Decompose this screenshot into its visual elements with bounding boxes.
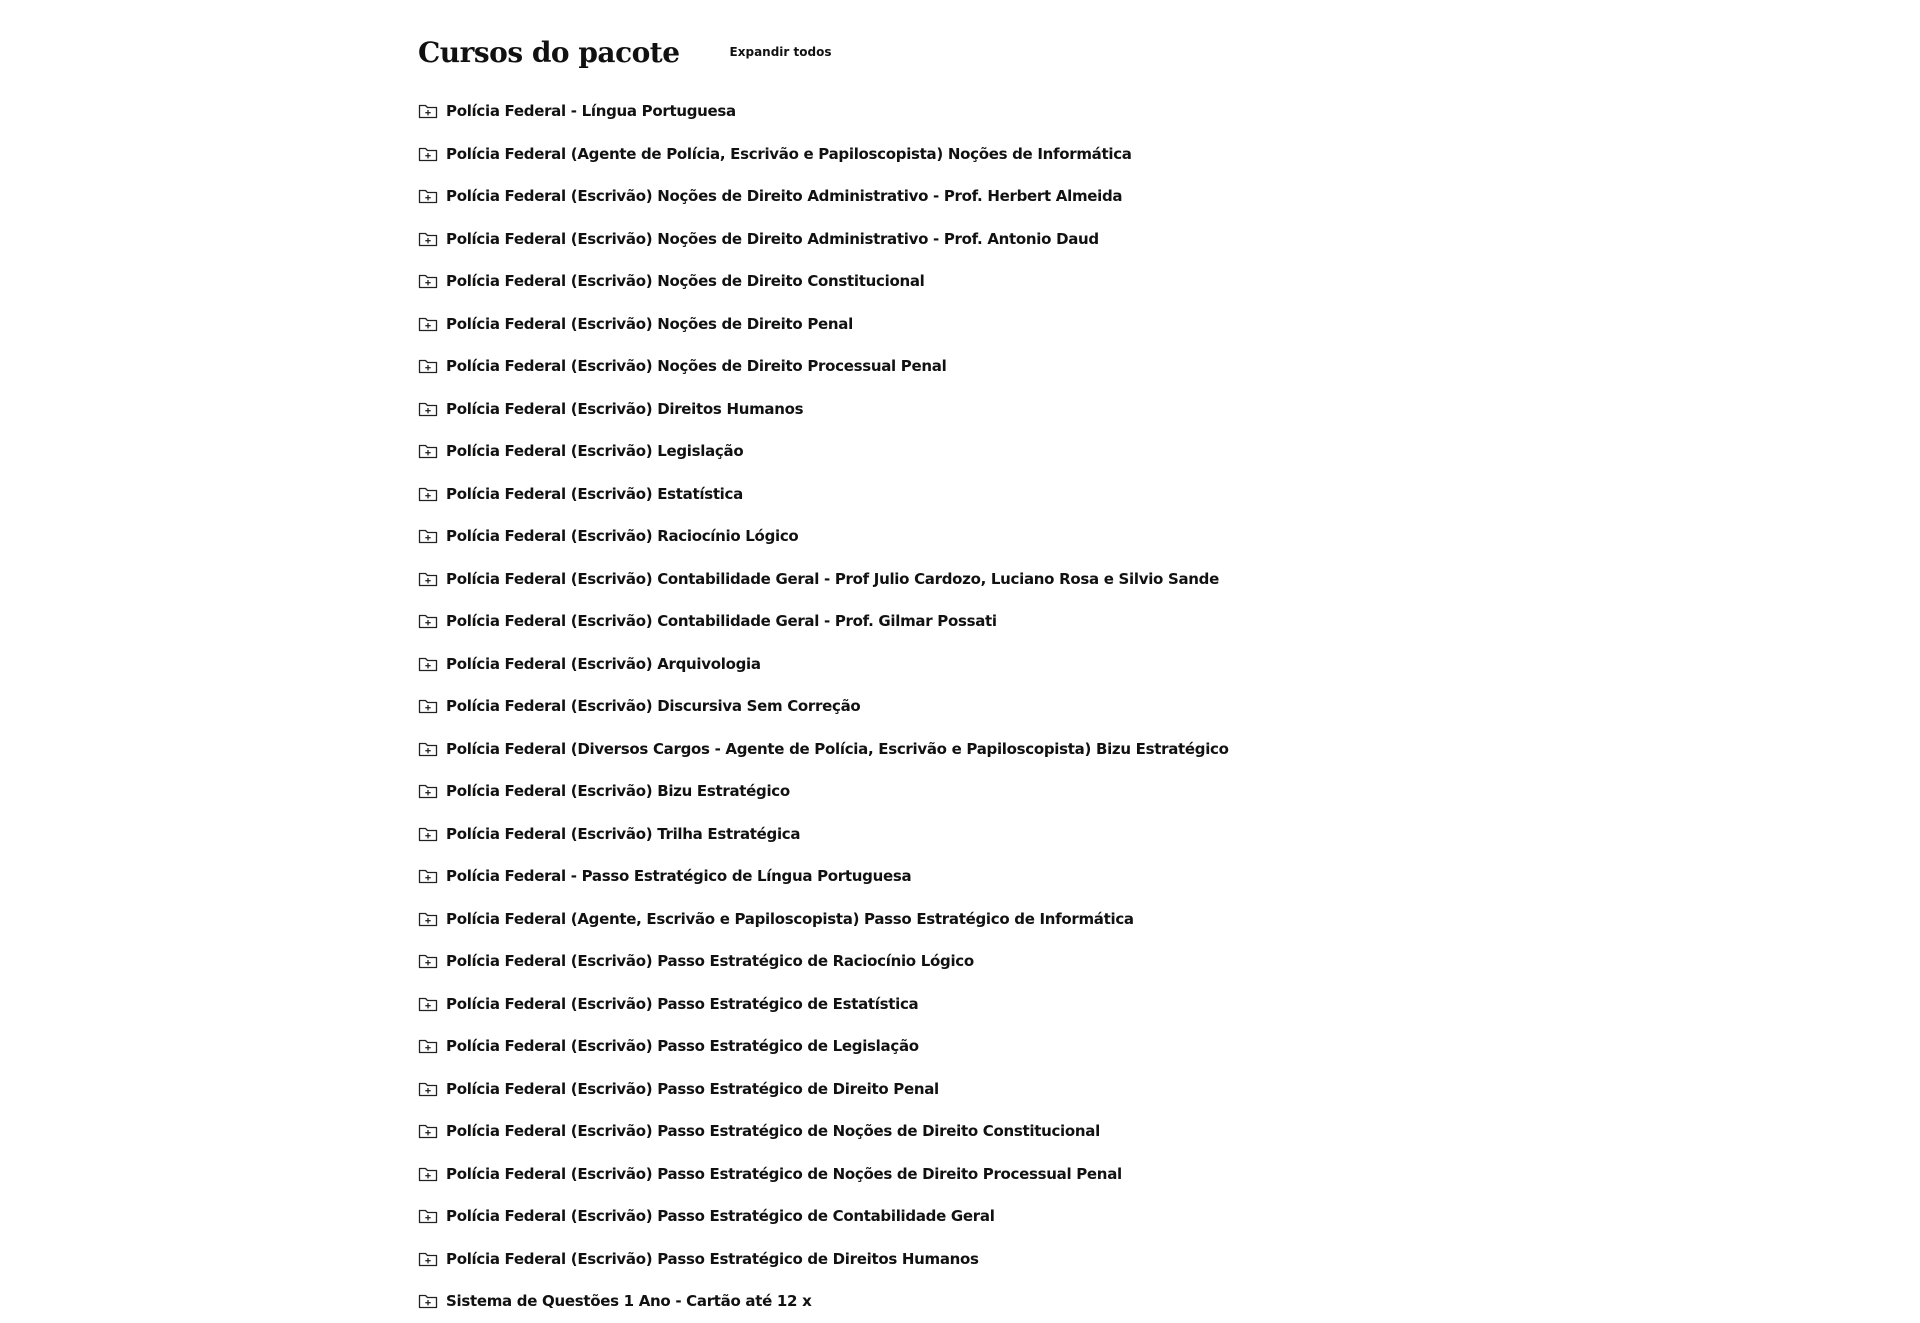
course-item[interactable]: [418, 388, 1518, 431]
course-item[interactable]: [418, 1110, 1518, 1153]
course-item[interactable]: [418, 175, 1518, 218]
course-item[interactable]: [418, 133, 1518, 176]
course-label: Polícia Federal (Escrivão) Passo Estratégico de Noções de Direito Constitucional: [446, 1122, 1100, 1141]
course-item[interactable]: [418, 643, 1518, 686]
course-item[interactable]: [418, 940, 1518, 983]
folder-plus-icon: [418, 656, 438, 672]
course-label: Polícia Federal (Escrivão) Noções de Direito Constitucional: [446, 272, 925, 291]
course-label: Sistema de Questões 1 Ano - Cartão até 12 x: [446, 1292, 812, 1311]
course-item[interactable]: [418, 1238, 1518, 1281]
course-label: Polícia Federal (Escrivão) Legislação: [446, 442, 744, 461]
folder-plus-icon: [418, 316, 438, 332]
expand-all-button[interactable]: Expandir todos: [729, 45, 832, 59]
folder-plus-icon: [418, 868, 438, 884]
folder-plus-icon: [418, 826, 438, 842]
course-item[interactable]: [418, 813, 1518, 856]
course-label: Polícia Federal - Língua Portuguesa: [446, 102, 736, 121]
course-package-section: [418, 0, 1518, 1323]
course-item[interactable]: [418, 770, 1518, 813]
course-item[interactable]: [418, 430, 1518, 473]
course-label: Polícia Federal (Agente, Escrivão e Papiloscopista) Passo Estratégico de Informática: [446, 909, 1134, 928]
course-label: Polícia Federal (Escrivão) Discursiva Sem Correção: [446, 697, 861, 716]
course-label: Polícia Federal (Escrivão) Direitos Humanos: [446, 399, 804, 418]
course-item[interactable]: [418, 1195, 1518, 1238]
folder-plus-icon: [418, 401, 438, 417]
course-item[interactable]: [418, 473, 1518, 516]
folder-plus-icon: [418, 1038, 438, 1054]
course-label: Polícia Federal (Escrivão) Bizu Estratégico: [446, 782, 790, 801]
section-header: [418, 28, 1518, 76]
folder-plus-icon: [418, 613, 438, 629]
course-item[interactable]: [418, 260, 1518, 303]
folder-plus-icon: [418, 1081, 438, 1097]
folder-plus-icon: [418, 188, 438, 204]
course-label: Polícia Federal (Diversos Cargos - Agente de Polícia, Escrivão e Papiloscopista) Bizu Estratégico: [446, 739, 1229, 758]
course-label: Polícia Federal (Agente de Polícia, Escrivão e Papiloscopista) Noções de Informática: [446, 144, 1132, 163]
folder-plus-icon: [418, 698, 438, 714]
folder-plus-icon: [418, 911, 438, 927]
course-list: [418, 90, 1518, 1323]
folder-plus-icon: [418, 1166, 438, 1182]
course-item[interactable]: [418, 728, 1518, 771]
course-item[interactable]: [418, 1068, 1518, 1111]
course-label: Polícia Federal (Escrivão) Contabilidade Geral - Prof Julio Cardozo, Luciano Rosa e Silvio Sande: [446, 569, 1219, 588]
course-label: Polícia Federal (Escrivão) Passo Estratégico de Direito Penal: [446, 1079, 939, 1098]
course-label: Polícia Federal (Escrivão) Noções de Direito Processual Penal: [446, 357, 947, 376]
page-title: Cursos do pacote: [418, 35, 680, 69]
course-item[interactable]: [418, 855, 1518, 898]
folder-plus-icon: [418, 1208, 438, 1224]
course-item[interactable]: [418, 1280, 1518, 1323]
course-item[interactable]: [418, 218, 1518, 261]
folder-plus-icon: [418, 571, 438, 587]
folder-plus-icon: [418, 1123, 438, 1139]
course-label: Polícia Federal (Escrivão) Trilha Estratégica: [446, 824, 801, 843]
course-item[interactable]: [418, 983, 1518, 1026]
folder-plus-icon: [418, 996, 438, 1012]
course-item[interactable]: [418, 600, 1518, 643]
course-label: Polícia Federal (Escrivão) Raciocínio Lógico: [446, 527, 799, 546]
folder-plus-icon: [418, 741, 438, 757]
course-label: Polícia Federal (Escrivão) Passo Estratégico de Legislação: [446, 1037, 919, 1056]
course-label: Polícia Federal (Escrivão) Passo Estratégico de Direitos Humanos: [446, 1249, 979, 1268]
course-label: Polícia Federal (Escrivão) Noções de Direito Administrativo - Prof. Antonio Daud: [446, 229, 1099, 248]
course-item[interactable]: [418, 303, 1518, 346]
course-label: Polícia Federal - Passo Estratégico de Língua Portuguesa: [446, 867, 912, 886]
course-label: Polícia Federal (Escrivão) Arquivologia: [446, 654, 761, 673]
course-item[interactable]: [418, 1153, 1518, 1196]
course-item[interactable]: [418, 90, 1518, 133]
course-label: Polícia Federal (Escrivão) Passo Estratégico de Raciocínio Lógico: [446, 952, 974, 971]
folder-plus-icon: [418, 273, 438, 289]
course-item[interactable]: [418, 685, 1518, 728]
folder-plus-icon: [418, 231, 438, 247]
folder-plus-icon: [418, 1293, 438, 1309]
course-label: Polícia Federal (Escrivão) Passo Estratégico de Noções de Direito Processual Penal: [446, 1164, 1122, 1183]
course-label: Polícia Federal (Escrivão) Passo Estratégico de Contabilidade Geral: [446, 1207, 995, 1226]
folder-plus-icon: [418, 486, 438, 502]
folder-plus-icon: [418, 146, 438, 162]
folder-plus-icon: [418, 443, 438, 459]
folder-plus-icon: [418, 1251, 438, 1267]
course-label: Polícia Federal (Escrivão) Contabilidade Geral - Prof. Gilmar Possati: [446, 612, 997, 631]
course-label: Polícia Federal (Escrivão) Estatística: [446, 484, 743, 503]
course-item[interactable]: [418, 345, 1518, 388]
course-item[interactable]: [418, 1025, 1518, 1068]
folder-plus-icon: [418, 358, 438, 374]
folder-plus-icon: [418, 528, 438, 544]
folder-plus-icon: [418, 953, 438, 969]
folder-plus-icon: [418, 783, 438, 799]
course-label: Polícia Federal (Escrivão) Noções de Direito Penal: [446, 314, 853, 333]
course-item[interactable]: [418, 515, 1518, 558]
course-item[interactable]: [418, 558, 1518, 601]
folder-plus-icon: [418, 103, 438, 119]
course-label: Polícia Federal (Escrivão) Noções de Direito Administrativo - Prof. Herbert Almeida: [446, 187, 1123, 206]
course-label: Polícia Federal (Escrivão) Passo Estratégico de Estatística: [446, 994, 919, 1013]
course-item[interactable]: [418, 898, 1518, 941]
